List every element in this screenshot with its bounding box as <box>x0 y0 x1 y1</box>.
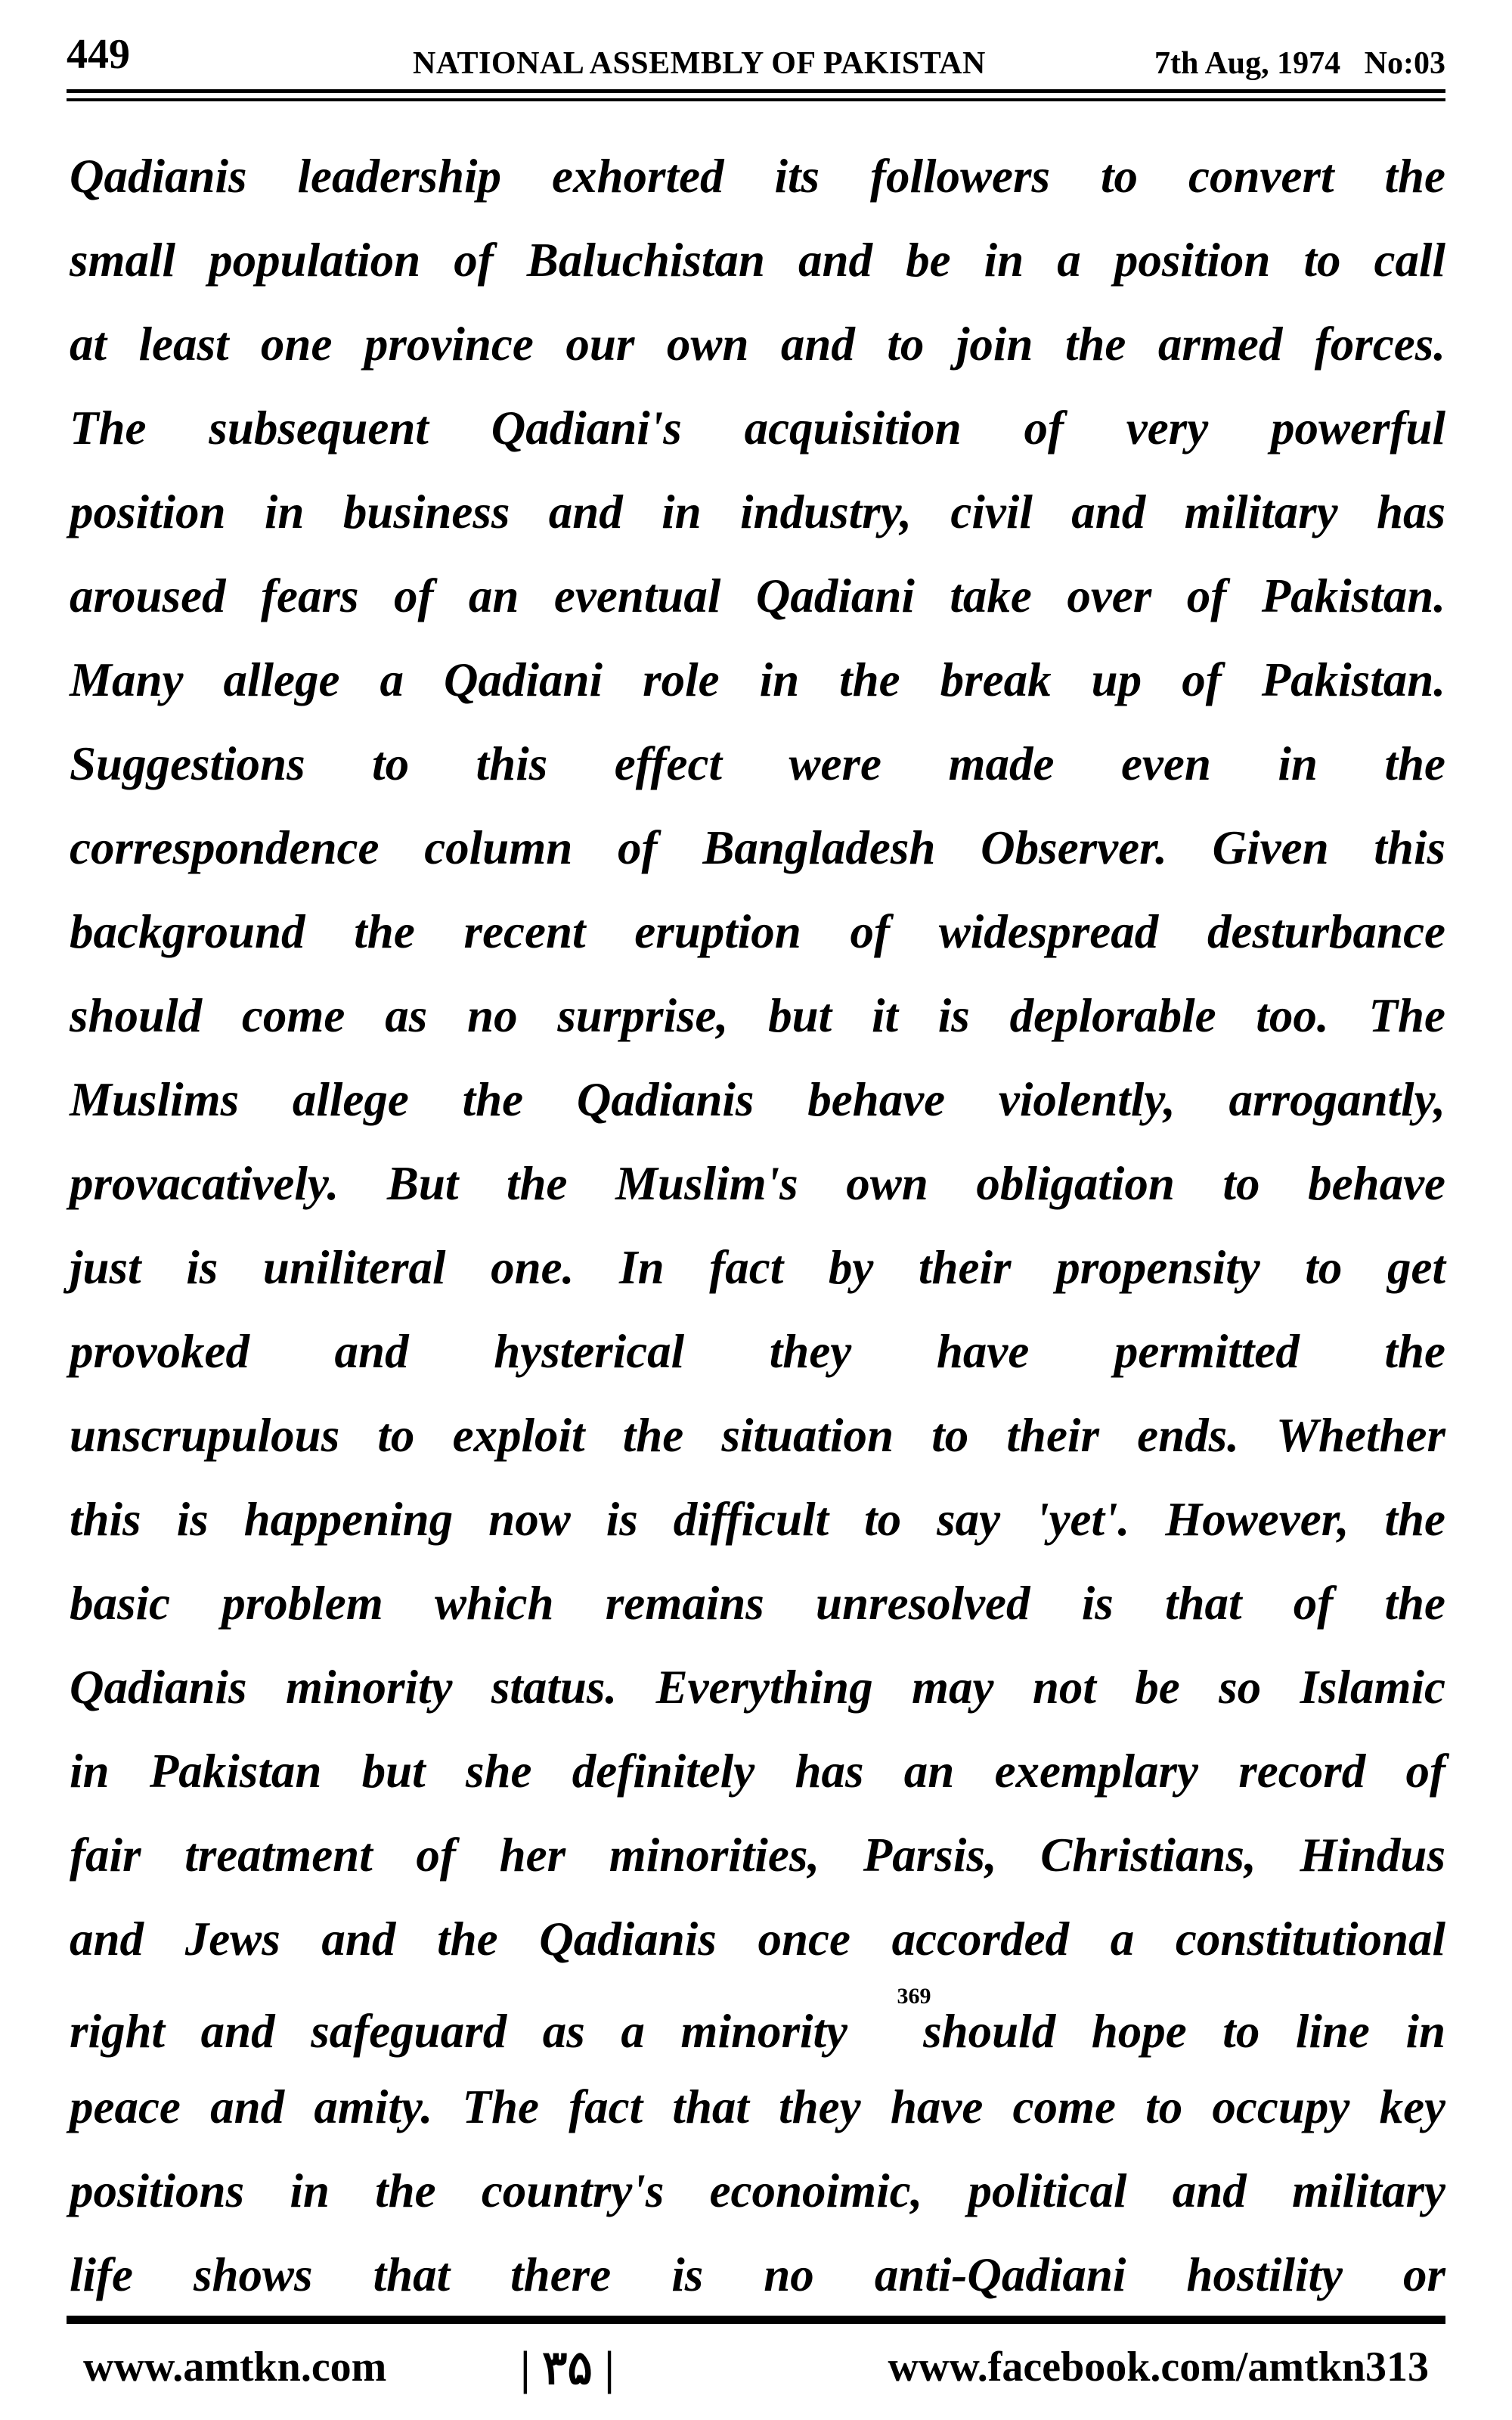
footer-divider <box>67 2316 1445 2324</box>
text-line: position in business and in industry, civil and military has <box>70 486 1445 538</box>
body-text <box>70 135 1445 2317</box>
text-line: provoked and hysterical they have permitted the <box>70 1325 1445 1378</box>
text-line: Muslims allege the Qadianis behave violently, arrogantly, <box>70 1073 1445 1126</box>
page-footer <box>67 2337 1445 2397</box>
text-fragment: right and safeguard as a minority <box>70 2005 847 2058</box>
page-number: 449 <box>67 31 130 78</box>
text-line: Qadianis leadership exhorted its followers to convert the <box>70 150 1445 203</box>
publication-title: NATIONAL ASSEMBLY OF PAKISTAN <box>413 46 986 81</box>
text-line: small population of Baluchistan and be in a position to call <box>70 234 1445 287</box>
text-line: Many allege a Qadiani role in the break up of Pakistan. <box>70 653 1445 706</box>
text-line: aroused fears of an eventual Qadiani take over of Pakistan. <box>70 569 1445 622</box>
footnote-marker: 369 <box>897 1984 931 2009</box>
facebook-link[interactable]: www.facebook.com/amtkn313 <box>888 2344 1429 2391</box>
text-line: positions in the country's econoimic, political and military <box>70 2164 1445 2217</box>
text-line: The subsequent Qadiani's acquisition of very powerful <box>70 402 1445 455</box>
urdu-page-number: | ۳۵ | <box>520 2343 615 2394</box>
text-line: life shows that there is no anti-Qadiani hostility or <box>70 2248 1445 2301</box>
text-fragment: should hope to line in <box>923 2005 1445 2058</box>
text-line: fair treatment of her minorities, Parsis, Christians, Hindus <box>70 1829 1445 1882</box>
text-line: Suggestions to this effect were made even in the <box>70 737 1445 790</box>
website-link[interactable]: www.amtkn.com <box>83 2344 387 2391</box>
text-line: background the recent eruption of widespread desturbance <box>70 905 1445 958</box>
text-line: should come as no surprise, but it is deplorable too. The <box>70 989 1445 1042</box>
text-line: peace and amity. The fact that they have come to occupy key <box>70 2080 1445 2133</box>
text-line: in Pakistan but she definitely has an exemplary record of <box>70 1745 1445 1798</box>
text-line: at least one province our own and to join the armed forces. <box>70 318 1445 371</box>
text-line: this is happening now is difficult to say 'yet'. However, the <box>70 1493 1445 1546</box>
text-line: unscrupulous to exploit the situation to their ends. Whether <box>70 1409 1445 1462</box>
text-line: basic problem which remains unresolved is that of the <box>70 1577 1445 1630</box>
page-header <box>67 23 1445 83</box>
text-line: just is uniliteral one. In fact by their propensity to get <box>70 1241 1445 1294</box>
text-line: and Jews and the Qadianis once accorded a constitutional <box>70 1913 1445 1965</box>
text-line-with-footnote <box>70 1981 1445 2065</box>
header-divider <box>67 89 1445 101</box>
text-line: correspondence column of Bangladesh Observer. Given this <box>70 821 1445 874</box>
text-line: provacatively. But the Muslim's own obligation to behave <box>70 1157 1445 1210</box>
session-date: 7th Aug, 1974 No:03 <box>1154 46 1445 81</box>
text-line: Qadianis minority status. Everything may not be so Islamic <box>70 1661 1445 1714</box>
